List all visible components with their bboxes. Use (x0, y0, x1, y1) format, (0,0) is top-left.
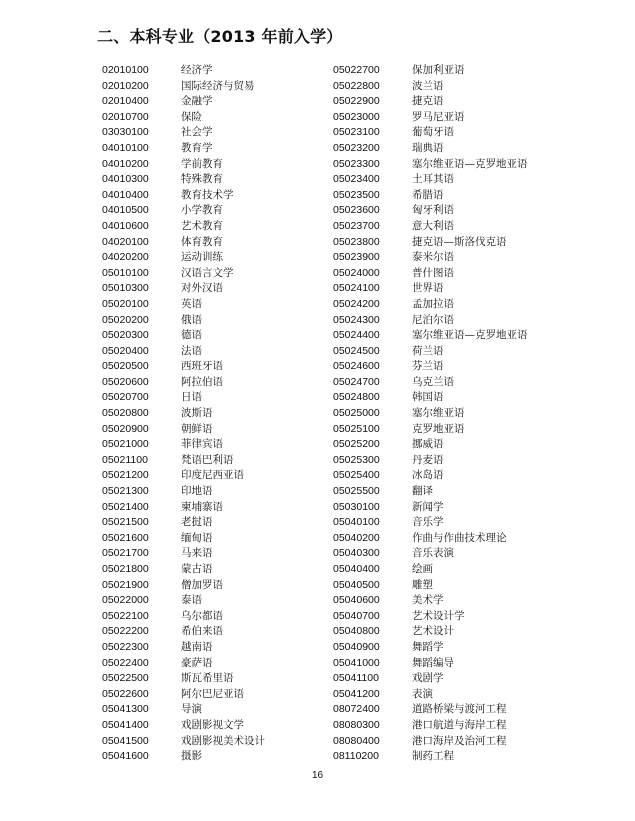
major-row (333, 78, 528, 94)
major-code: 05020800 (102, 407, 149, 420)
major-name: 对外汉语 (181, 282, 223, 295)
major-code: 05023300 (333, 157, 380, 170)
major-row (333, 733, 528, 749)
major-name: 艺术设计 (412, 625, 454, 638)
major-code: 04020200 (102, 251, 149, 264)
major-code: 05040800 (333, 625, 380, 638)
major-name: 马来语 (181, 547, 213, 560)
major-name: 泰语 (181, 594, 202, 607)
major-name: 艺术教育 (181, 219, 223, 232)
major-code: 05020200 (102, 313, 149, 326)
major-code: 05022200 (102, 625, 149, 638)
major-row (102, 467, 265, 483)
major-name: 捷克语—斯洛伐克语 (412, 235, 507, 248)
major-name: 越南语 (181, 640, 213, 653)
major-code: 05023200 (333, 141, 380, 154)
major-row (333, 577, 528, 593)
major-code: 05020500 (102, 360, 149, 373)
major-name: 塞尔维亚语—克罗地亚语 (412, 157, 528, 170)
major-row (102, 483, 265, 499)
major-name: 美术学 (412, 594, 444, 607)
major-code: 05022900 (333, 95, 380, 108)
major-name: 经济学 (181, 64, 213, 76)
major-name: 韩国语 (412, 391, 444, 404)
major-row (333, 530, 528, 546)
major-code: 04010300 (102, 173, 149, 186)
major-name: 法语 (181, 344, 202, 357)
major-row (333, 592, 528, 608)
major-code: 05020100 (102, 297, 149, 310)
major-code: 05041600 (102, 750, 149, 763)
major-row (102, 358, 265, 374)
major-code: 05022700 (333, 64, 380, 76)
major-code: 05025100 (333, 422, 380, 435)
major-row (333, 249, 528, 265)
major-code: 08072400 (333, 703, 380, 716)
major-code: 02010100 (102, 64, 149, 76)
major-name: 特殊教育 (181, 173, 223, 186)
major-name: 港口海岸及治河工程 (412, 734, 507, 747)
major-name: 道路桥梁与渡河工程 (412, 703, 507, 716)
major-name: 缅甸语 (181, 531, 213, 544)
major-code: 05020300 (102, 329, 149, 342)
major-row (102, 156, 265, 172)
major-code: 05021200 (102, 469, 149, 482)
major-name: 希伯来语 (181, 625, 223, 638)
major-code: 05021400 (102, 500, 149, 513)
major-code: 05024400 (333, 329, 380, 342)
major-code: 05010300 (102, 282, 149, 295)
major-row (102, 561, 265, 577)
major-row (333, 623, 528, 639)
major-code: 05041200 (333, 687, 380, 700)
major-name: 波兰语 (412, 79, 444, 92)
major-row (102, 374, 265, 390)
major-row (102, 421, 265, 437)
major-name: 世界语 (412, 282, 444, 295)
major-name: 音乐学 (412, 516, 444, 529)
major-row (333, 483, 528, 499)
major-code: 05041100 (333, 672, 379, 685)
page-number: 16 (311, 770, 324, 781)
major-code: 03030100 (102, 126, 149, 139)
major-code: 05025500 (333, 485, 380, 498)
major-code: 05022600 (102, 687, 149, 700)
major-name: 克罗地亚语 (412, 422, 465, 435)
major-row (102, 124, 265, 140)
major-name: 挪威语 (412, 438, 444, 451)
major-name: 柬埔寨语 (181, 500, 223, 513)
major-name: 梵语巴利语 (181, 453, 234, 466)
major-row (102, 312, 265, 328)
major-row (333, 436, 528, 452)
major-code: 08110200 (333, 750, 379, 763)
section-heading: 二、本科专业（2013 年前入学） (97, 27, 343, 46)
major-row (333, 312, 528, 328)
major-row (333, 639, 528, 655)
major-name: 阿尔巴尼亚语 (181, 687, 244, 700)
major-name: 社会学 (181, 126, 213, 139)
major-code: 05022400 (102, 656, 149, 669)
major-code: 08080400 (333, 734, 380, 747)
major-row (102, 405, 265, 421)
major-code: 05022800 (333, 79, 380, 92)
major-row (333, 655, 528, 671)
major-name: 希腊语 (412, 188, 444, 201)
major-name: 匈牙利语 (412, 204, 454, 217)
major-name: 塞尔维亚语 (412, 407, 465, 420)
major-code: 05021500 (102, 516, 149, 529)
major-code: 05020400 (102, 344, 149, 357)
major-row (333, 421, 528, 437)
major-name: 印地语 (181, 485, 213, 498)
major-name: 体育教育 (181, 235, 223, 248)
major-name: 导演 (181, 703, 202, 716)
major-code: 05024000 (333, 266, 380, 279)
major-code: 04010600 (102, 219, 149, 232)
major-row (333, 514, 528, 530)
major-name: 英语 (181, 297, 202, 310)
major-row (102, 452, 265, 468)
major-name: 港口航道与海岸工程 (412, 718, 507, 731)
major-code: 05021900 (102, 578, 149, 591)
major-row (102, 733, 265, 749)
major-row (102, 717, 265, 733)
major-row (333, 686, 528, 702)
major-code: 05023900 (333, 251, 380, 264)
major-name: 戏剧学 (412, 672, 444, 685)
major-row (333, 109, 528, 125)
major-name: 丹麦语 (412, 453, 444, 466)
major-name: 蒙古语 (181, 563, 213, 575)
major-name: 泰米尔语 (412, 251, 454, 264)
major-name: 尼泊尔语 (412, 313, 454, 326)
major-row (102, 249, 265, 265)
major-row (333, 467, 528, 483)
major-name: 菲律宾语 (181, 438, 223, 451)
major-row (333, 670, 528, 686)
major-row (102, 577, 265, 593)
major-row (102, 655, 265, 671)
major-row (333, 701, 528, 717)
major-code: 04010500 (102, 204, 149, 217)
major-code: 05022300 (102, 640, 149, 653)
major-row (333, 93, 528, 109)
major-row (102, 436, 265, 452)
major-row (102, 327, 265, 343)
major-code: 05040500 (333, 578, 380, 591)
major-code: 05025200 (333, 438, 380, 451)
major-code: 05040700 (333, 609, 380, 622)
major-row (333, 280, 528, 296)
major-name: 乌克兰语 (412, 375, 454, 388)
major-code: 02010400 (102, 95, 149, 108)
major-row (102, 748, 265, 764)
major-row (333, 202, 528, 218)
major-code: 04020100 (102, 235, 149, 248)
major-code: 05022500 (102, 672, 149, 685)
major-code: 05010100 (102, 266, 149, 279)
major-row (333, 608, 528, 624)
major-row (333, 265, 528, 281)
major-code: 05024500 (333, 344, 380, 357)
major-row (102, 389, 265, 405)
major-name: 戏剧影视美术设计 (181, 734, 265, 747)
major-code: 05020600 (102, 375, 149, 388)
major-row (333, 452, 528, 468)
major-name: 阿拉伯语 (181, 375, 223, 388)
major-row (102, 62, 265, 78)
major-name: 冰岛语 (412, 469, 444, 482)
major-name: 德语 (181, 329, 202, 342)
major-code: 05023100 (333, 126, 380, 139)
major-code: 05021300 (102, 485, 149, 498)
major-code: 05021600 (102, 531, 149, 544)
major-code: 05023400 (333, 173, 380, 186)
major-name: 荷兰语 (412, 344, 444, 357)
major-name: 运动训练 (181, 251, 223, 264)
major-code: 05023600 (333, 204, 380, 217)
major-code: 05023500 (333, 188, 380, 201)
major-code: 05040400 (333, 563, 380, 575)
major-name: 瑞典语 (412, 141, 444, 154)
right-major-list (333, 62, 528, 764)
major-name: 塞尔维亚语—克罗地亚语 (412, 329, 528, 342)
major-code: 05023800 (333, 235, 380, 248)
major-row (102, 343, 265, 359)
major-name: 保加利亚语 (412, 64, 465, 76)
major-row (333, 234, 528, 250)
major-row (102, 280, 265, 296)
major-code: 05023000 (333, 110, 380, 123)
major-row (333, 389, 528, 405)
major-row (333, 218, 528, 234)
major-code: 05041400 (102, 718, 149, 731)
left-major-list (102, 62, 265, 764)
major-row (333, 327, 528, 343)
major-row (102, 265, 265, 281)
major-row (102, 93, 265, 109)
major-code: 05041500 (102, 734, 149, 747)
major-row (333, 358, 528, 374)
major-row (333, 343, 528, 359)
major-name: 西班牙语 (181, 360, 223, 373)
major-code: 05030100 (333, 500, 380, 513)
major-name: 芬兰语 (412, 360, 444, 373)
major-code: 05021100 (102, 453, 148, 466)
major-name: 学前教育 (181, 157, 223, 170)
major-name: 作曲与作曲技术理论 (412, 531, 507, 544)
major-code: 05021700 (102, 547, 149, 560)
major-row (102, 592, 265, 608)
major-name: 波斯语 (181, 407, 213, 420)
major-name: 豪萨语 (181, 656, 213, 669)
major-row (333, 405, 528, 421)
major-name: 保险 (181, 110, 202, 123)
major-row (333, 156, 528, 172)
major-row (333, 561, 528, 577)
major-code: 05040300 (333, 547, 380, 560)
major-name: 舞蹈编导 (412, 656, 454, 669)
major-row (102, 499, 265, 515)
major-name: 朝鲜语 (181, 422, 213, 435)
major-name: 表演 (412, 687, 433, 700)
major-name: 罗马尼亚语 (412, 110, 465, 123)
major-row (102, 140, 265, 156)
major-row (333, 545, 528, 561)
major-code: 05024600 (333, 360, 380, 373)
major-code: 05041000 (333, 656, 380, 669)
major-name: 教育学 (181, 141, 213, 154)
major-code: 05023700 (333, 219, 380, 232)
major-code: 05041300 (102, 703, 149, 716)
major-name: 普什图语 (412, 266, 454, 279)
major-code: 05020900 (102, 422, 149, 435)
major-name: 制药工程 (412, 750, 454, 763)
major-name: 乌尔都语 (181, 609, 223, 622)
major-name: 汉语言文学 (181, 266, 234, 279)
major-row (102, 171, 265, 187)
major-row (102, 218, 265, 234)
major-name: 日语 (181, 391, 202, 404)
major-name: 葡萄牙语 (412, 126, 454, 139)
major-code: 05021000 (102, 438, 149, 451)
major-name: 金融学 (181, 95, 213, 108)
major-name: 新闻学 (412, 500, 444, 513)
major-code: 02010200 (102, 79, 149, 92)
major-code: 05025400 (333, 469, 380, 482)
major-name: 斯瓦希里语 (181, 672, 234, 685)
major-name: 翻译 (412, 485, 433, 498)
major-row (333, 717, 528, 733)
major-name: 小学教育 (181, 204, 223, 217)
major-row (102, 187, 265, 203)
major-code: 05040900 (333, 640, 380, 653)
major-name: 俄语 (181, 313, 202, 326)
major-name: 艺术设计学 (412, 609, 465, 622)
major-code: 02010700 (102, 110, 149, 123)
major-name: 雕塑 (412, 578, 433, 591)
major-code: 05024700 (333, 375, 380, 388)
major-row (333, 296, 528, 312)
major-row (333, 171, 528, 187)
major-row (333, 374, 528, 390)
major-code: 05040200 (333, 531, 380, 544)
major-code: 05025000 (333, 407, 380, 420)
major-row (102, 109, 265, 125)
major-name: 教育技术学 (181, 188, 234, 201)
major-name: 土耳其语 (412, 173, 454, 186)
major-row (102, 78, 265, 94)
major-row (333, 62, 528, 78)
major-code: 05040600 (333, 594, 380, 607)
major-name: 舞蹈学 (412, 640, 444, 653)
major-row (102, 608, 265, 624)
major-name: 摄影 (181, 750, 202, 763)
major-code: 05020700 (102, 391, 149, 404)
major-row (333, 124, 528, 140)
major-name: 僧加罗语 (181, 578, 223, 591)
major-row (333, 748, 528, 764)
major-row (102, 530, 265, 546)
major-row (102, 514, 265, 530)
major-name: 国际经济与贸易 (181, 79, 255, 92)
major-row (333, 187, 528, 203)
major-row (102, 202, 265, 218)
major-row (102, 296, 265, 312)
major-name: 绘画 (412, 563, 433, 575)
major-code: 04010200 (102, 157, 149, 170)
major-code: 05024100 (333, 282, 380, 295)
major-code: 05022100 (102, 609, 149, 622)
major-row (102, 545, 265, 561)
major-code: 05024300 (333, 313, 380, 326)
major-code: 05024200 (333, 297, 380, 310)
major-code: 05024800 (333, 391, 380, 404)
major-name: 意大利语 (412, 219, 454, 232)
major-code: 04010400 (102, 188, 149, 201)
major-row (102, 234, 265, 250)
major-row (102, 639, 265, 655)
major-code: 05025300 (333, 453, 380, 466)
major-name: 印度尼西亚语 (181, 469, 244, 482)
major-code: 08080300 (333, 718, 380, 731)
major-row (102, 670, 265, 686)
major-row (102, 623, 265, 639)
major-code: 05022000 (102, 594, 149, 607)
major-name: 老挝语 (181, 516, 213, 529)
major-code: 05040100 (333, 516, 380, 529)
major-name: 捷克语 (412, 95, 444, 108)
major-row (102, 701, 265, 717)
major-name: 音乐表演 (412, 547, 454, 560)
major-row (333, 140, 528, 156)
major-row (333, 499, 528, 515)
major-code: 05021800 (102, 563, 149, 575)
major-name: 戏剧影视文学 (181, 718, 244, 731)
major-name: 孟加拉语 (412, 297, 454, 310)
major-row (102, 686, 265, 702)
major-code: 04010100 (102, 141, 149, 154)
